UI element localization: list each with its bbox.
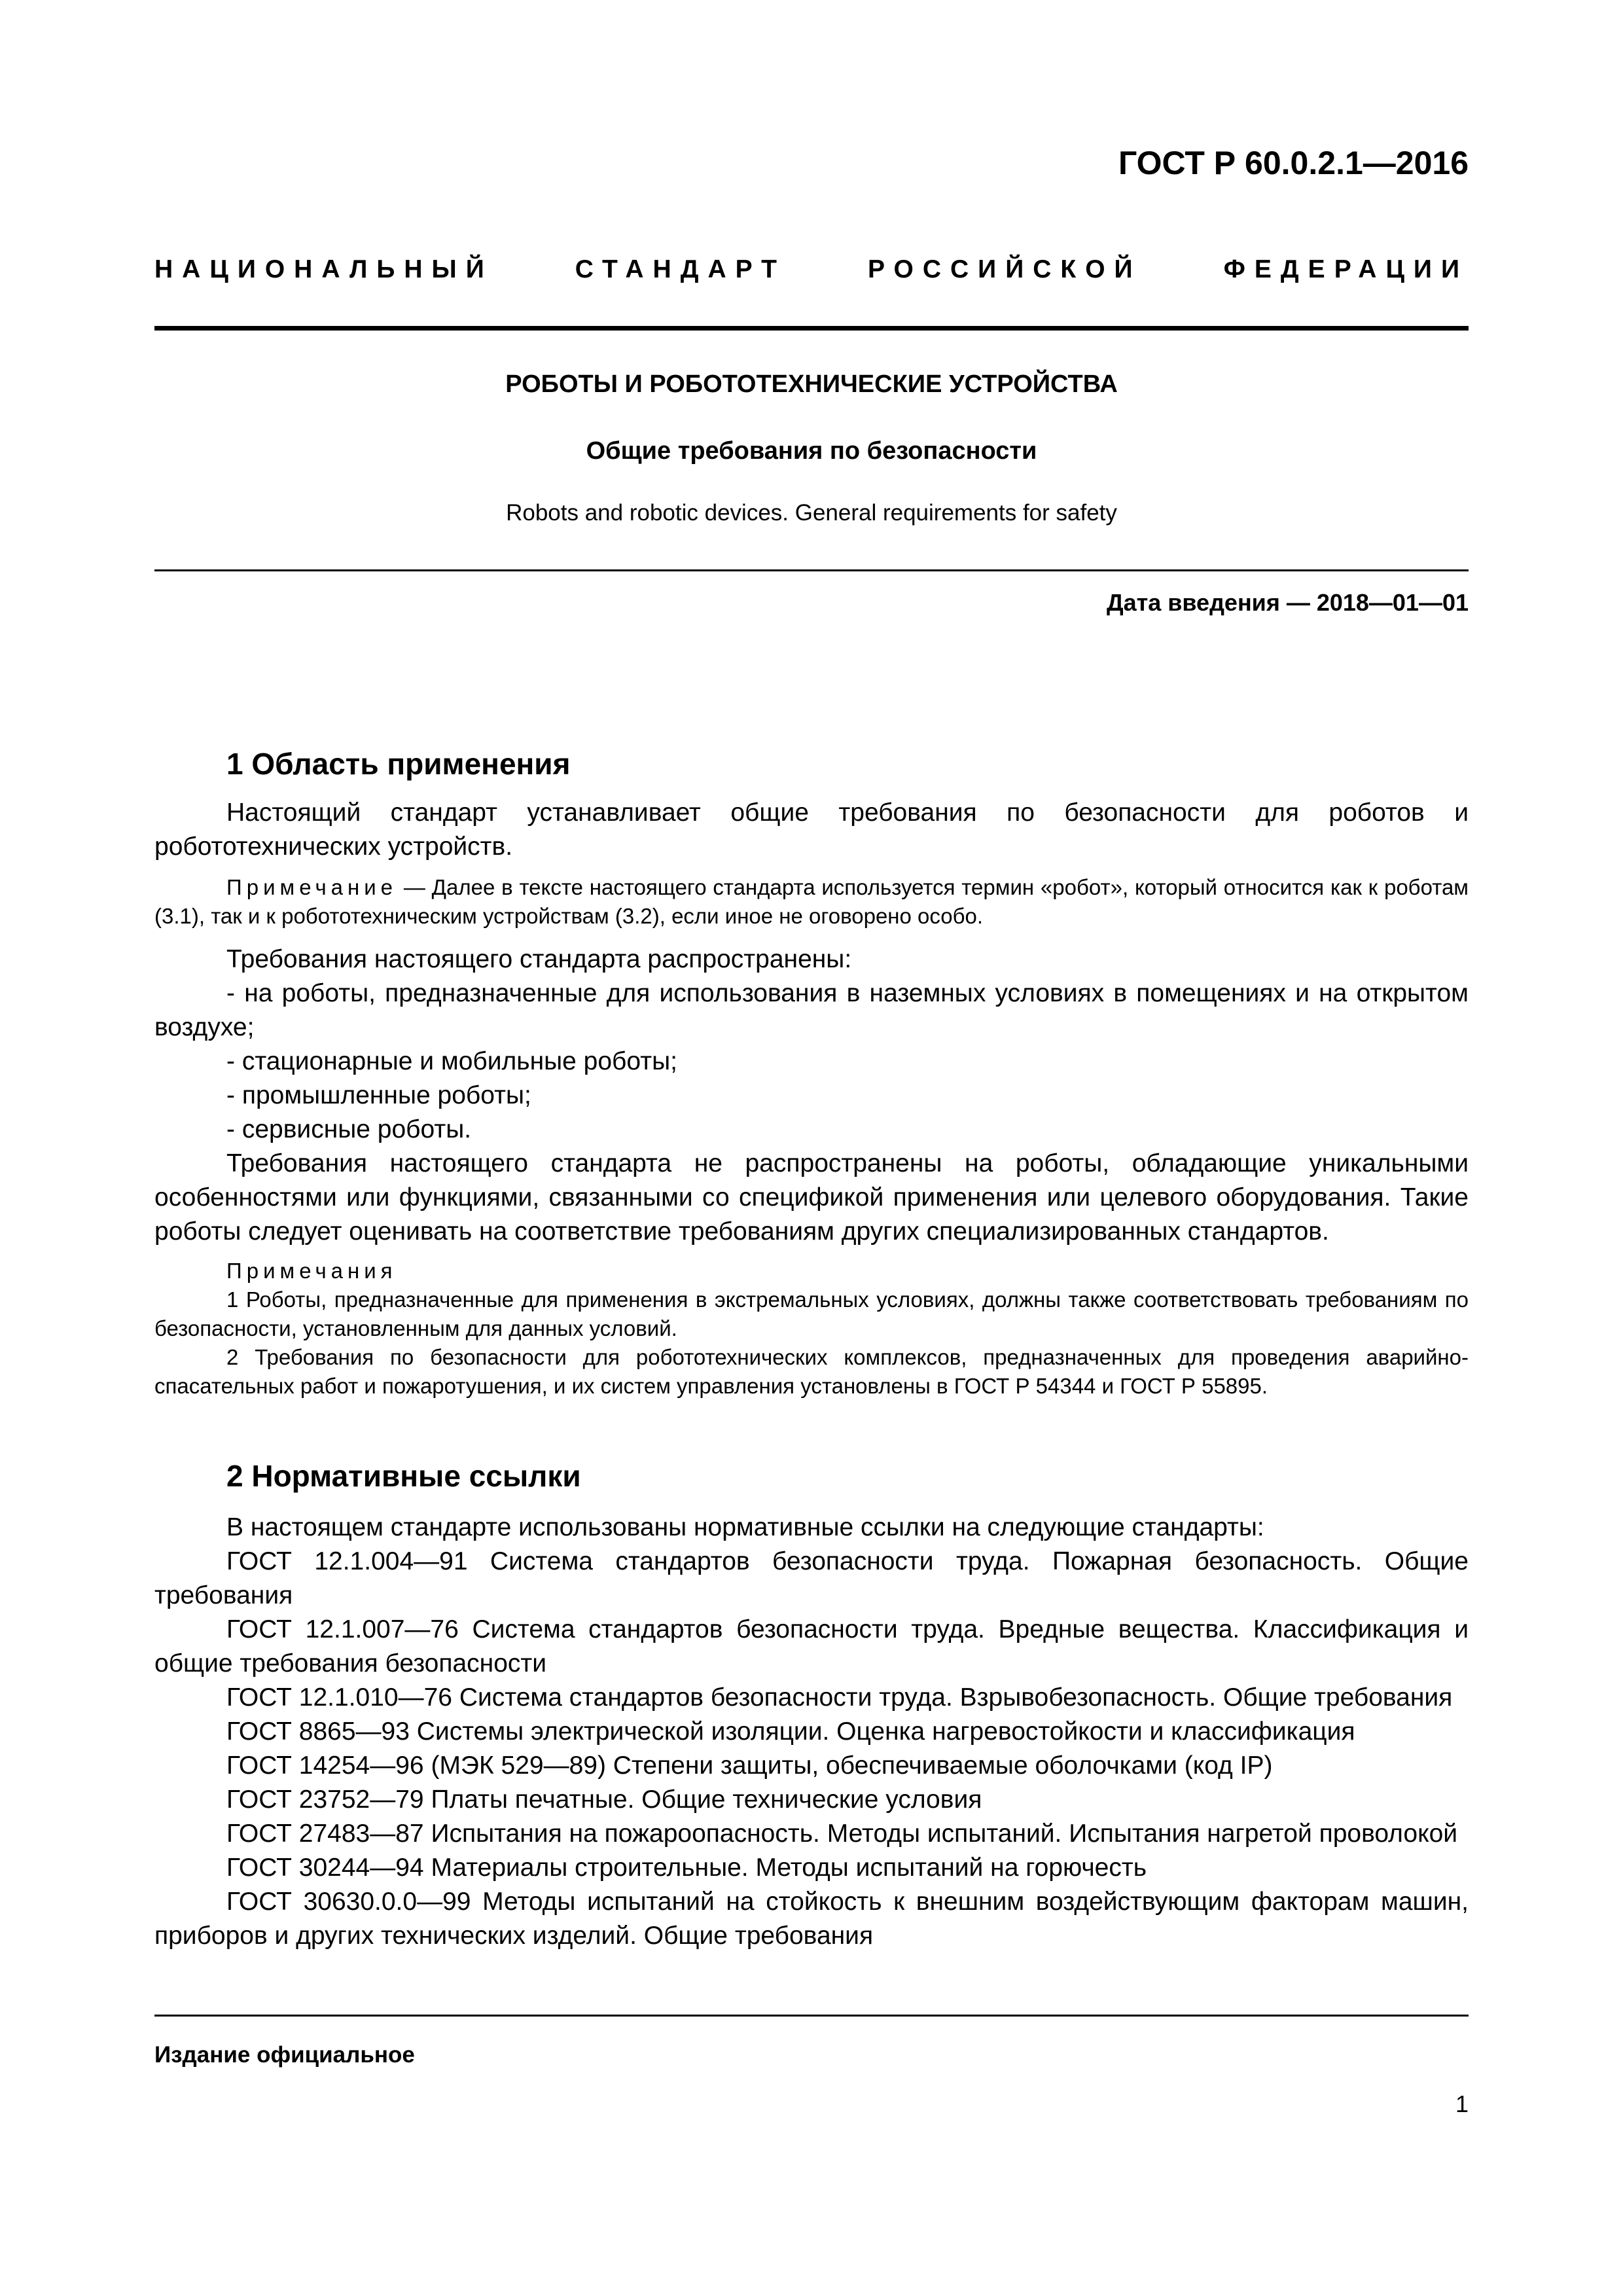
reference-item: ГОСТ 8865—93 Системы электрической изоляции. Оценка нагревостойкости и классификация — [226, 1717, 1355, 1746]
reference-item: ГОСТ 12.1.010—76 Система стандартов безопасности труда. Взрывобезопасность. Общие требования — [226, 1683, 1453, 1712]
reference-item: ГОСТ 14254—96 (МЭК 529—89) Степени защиты, обеспечиваемые оболочками (код IP) — [226, 1751, 1273, 1780]
footer-divider — [154, 2015, 1469, 2017]
document-title: РОБОТЫ И РОБОТОТЕХНИЧЕСКИЕ УСТРОЙСТВА — [505, 370, 1118, 398]
page-number: 1 — [1455, 2090, 1469, 2117]
list-item: - на роботы, предназначенные для использования в наземных условиях в помещениях и на открытом воздухе; — [154, 979, 1469, 1041]
header-divider — [154, 326, 1469, 331]
list-item: - промышленные роботы; — [226, 1081, 531, 1109]
list-item: - сервисные роботы. — [226, 1115, 472, 1143]
section-1-paragraph-3: Требования настоящего стандарта не распространены на роботы, обладающие уникальными особенностями или функциями, связанными со спецификой применения или целевого оборудования. Такие роботы следует оценивать на соответствие требованиям других специализированных стандартов. — [154, 1149, 1469, 1246]
document-subtitle: Общие требования по безопасности — [586, 437, 1037, 465]
title-divider — [154, 569, 1469, 571]
section-2 — [154, 1458, 1469, 1953]
section-1-paragraph-1: Настоящий стандарт устанавливает общие требования по безопасности для роботов и робототехнических устройств. — [154, 798, 1469, 861]
english-title: Robots and robotic devices. General requirements for safety — [506, 500, 1117, 526]
note-label: Примечание — [226, 875, 398, 899]
note-text: — Далее в тексте настоящего стандарта используется термин «робот», который относится как к роботам (3.1), так и к робототехническим устройствам (3.2), если иное не оговорено особо. — [154, 875, 1469, 928]
reference-item: ГОСТ 27483—87 Испытания на пожароопасность. Методы испытаний. Испытания нагретой проволокой — [226, 1820, 1458, 1848]
reference-item: ГОСТ 23752—79 Платы печатные. Общие технические условия — [226, 1785, 982, 1814]
reference-item: ГОСТ 12.1.007—76 Система стандартов безопасности труда. Вредные вещества. Классификация и общие требования безопасности — [154, 1615, 1469, 1677]
document-code: ГОСТ Р 60.0.2.1—2016 — [1118, 145, 1469, 181]
list-item: - стационарные и мобильные роботы; — [226, 1047, 677, 1075]
note-item: 2 Требования по безопасности для робототехнических комплексов, предназначенных для проведения аварийно-спасательных работ и пожаротушения, и их систем управления установлены в ГОСТ Р 54344 и ГОСТ Р 55895. — [154, 1345, 1469, 1398]
section-2-heading: 2 Нормативные ссылки — [226, 1459, 581, 1493]
note-item: 1 Роботы, предназначенные для применения в экстремальных условиях, должны также соответствовать требованиям по безопасности, установленным для данных условий. — [154, 1287, 1469, 1340]
section-1 — [154, 746, 1469, 1401]
notes-label: Примечания — [226, 1259, 397, 1283]
section-2-intro: В настоящем стандарте использованы нормативные ссылки на следующие стандарты: — [226, 1513, 1264, 1541]
reference-item: ГОСТ 12.1.004—91 Система стандартов безопасности труда. Пожарная безопасность. Общие требования — [154, 1547, 1469, 1609]
reference-item: ГОСТ 30244—94 Материалы строительные. Методы испытаний на горючесть — [226, 1854, 1147, 1882]
introduction-date: Дата введения — 2018—01—01 — [1106, 589, 1469, 616]
section-1-paragraph-2: Требования настоящего стандарта распространены: — [226, 945, 852, 973]
edition-label: Издание официальное — [154, 2042, 415, 2068]
section-1-note — [154, 873, 1469, 931]
national-standard-banner: НАЦИОНАЛЬНЫЙ СТАНДАРТ РОССИЙСКОЙ ФЕДЕРАЦИИ — [154, 255, 1469, 283]
reference-item: ГОСТ 30630.0.0—99 Методы испытаний на стойкость к внешним воздействующим факторам машин, приборов и других технических изделий. Общие требования — [154, 1888, 1469, 1950]
section-1-heading: 1 Область применения — [226, 747, 571, 781]
